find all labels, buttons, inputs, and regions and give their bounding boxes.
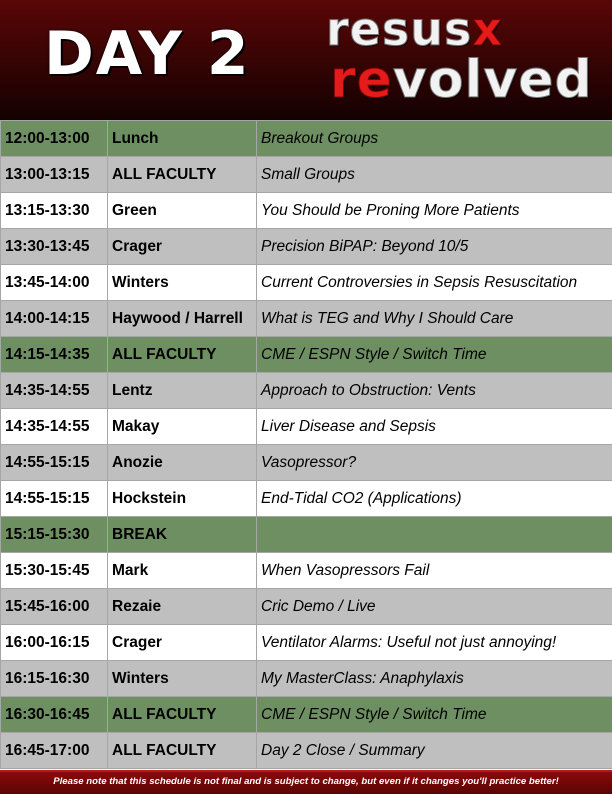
session-speaker: Rezaie	[108, 589, 257, 625]
schedule-row	[1, 589, 612, 625]
session-topic: When Vasopressors Fail	[257, 553, 612, 589]
session-time: 13:45-14:00	[1, 265, 108, 301]
session-speaker: ALL FACULTY	[108, 733, 257, 769]
session-topic: Ventilator Alarms: Useful not just annoying!	[257, 625, 612, 661]
schedule-row	[1, 373, 612, 409]
schedule-row	[1, 481, 612, 517]
session-topic: CME / ESPN Style / Switch Time	[257, 697, 612, 733]
schedule-row	[1, 337, 612, 373]
session-time: 15:30-15:45	[1, 553, 108, 589]
session-speaker: ALL FACULTY	[108, 697, 257, 733]
schedule-row	[1, 265, 612, 301]
session-speaker: BREAK	[108, 517, 257, 553]
session-time: 16:45-17:00	[1, 733, 108, 769]
session-speaker: Lentz	[108, 373, 257, 409]
logo-text-x: x	[472, 2, 503, 56]
day-title: DAY 2	[44, 24, 251, 84]
session-topic: Current Controversies in Sepsis Resuscitation	[257, 265, 612, 301]
schedule-row	[1, 301, 612, 337]
schedule-body	[1, 121, 612, 769]
session-time: 14:00-14:15	[1, 301, 108, 337]
schedule-row	[1, 157, 612, 193]
session-time: 14:35-14:55	[1, 373, 108, 409]
session-topic: CME / ESPN Style / Switch Time	[257, 337, 612, 373]
logo-line-2	[330, 54, 593, 106]
session-speaker: Haywood / Harrell	[108, 301, 257, 337]
logo-line-1	[326, 6, 503, 52]
schedule-row	[1, 661, 612, 697]
session-speaker: Hockstein	[108, 481, 257, 517]
schedule-row	[1, 733, 612, 769]
schedule-row	[1, 193, 612, 229]
session-time: 14:55-15:15	[1, 445, 108, 481]
session-time: 16:15-16:30	[1, 661, 108, 697]
session-time: 13:00-13:15	[1, 157, 108, 193]
session-time: 14:35-14:55	[1, 409, 108, 445]
session-topic: You Should be Proning More Patients	[257, 193, 612, 229]
session-speaker: Crager	[108, 625, 257, 661]
schedule-row	[1, 121, 612, 157]
session-topic: Approach to Obstruction: Vents	[257, 373, 612, 409]
logo-text-resus: resus	[326, 2, 472, 56]
session-speaker: ALL FACULTY	[108, 337, 257, 373]
resusx-revolved-logo	[326, 6, 596, 116]
session-speaker: Crager	[108, 229, 257, 265]
session-time: 16:30-16:45	[1, 697, 108, 733]
schedule-row	[1, 445, 612, 481]
schedule-row	[1, 625, 612, 661]
session-topic: End-Tidal CO2 (Applications)	[257, 481, 612, 517]
session-time: 16:00-16:15	[1, 625, 108, 661]
session-topic: Small Groups	[257, 157, 612, 193]
session-time: 13:15-13:30	[1, 193, 108, 229]
session-topic: Breakout Groups	[257, 121, 612, 157]
logo-text-volved: volved	[393, 50, 593, 110]
session-time: 15:15-15:30	[1, 517, 108, 553]
session-speaker: Green	[108, 193, 257, 229]
page-header	[0, 0, 612, 120]
schedule-table	[0, 120, 612, 769]
session-topic: Precision BiPAP: Beyond 10/5	[257, 229, 612, 265]
session-time: 13:30-13:45	[1, 229, 108, 265]
session-speaker: Mark	[108, 553, 257, 589]
session-topic	[257, 517, 612, 553]
schedule-row	[1, 517, 612, 553]
session-topic: Cric Demo / Live	[257, 589, 612, 625]
schedule-row	[1, 229, 612, 265]
session-topic: Vasopressor?	[257, 445, 612, 481]
footer-note: Please note that this schedule is not final and is subject to change, but even if it changes you'll practice better!	[53, 776, 559, 787]
schedule-row	[1, 697, 612, 733]
session-topic: My MasterClass: Anaphylaxis	[257, 661, 612, 697]
logo-text-re: re	[330, 50, 393, 110]
schedule-row	[1, 553, 612, 589]
session-time: 14:15-14:35	[1, 337, 108, 373]
session-speaker: Lunch	[108, 121, 257, 157]
session-time: 14:55-15:15	[1, 481, 108, 517]
session-topic: What is TEG and Why I Should Care	[257, 301, 612, 337]
session-topic: Day 2 Close / Summary	[257, 733, 612, 769]
session-speaker: Winters	[108, 661, 257, 697]
session-speaker: Makay	[108, 409, 257, 445]
schedule-row	[1, 409, 612, 445]
session-time: 12:00-13:00	[1, 121, 108, 157]
session-topic: Liver Disease and Sepsis	[257, 409, 612, 445]
session-speaker: Anozie	[108, 445, 257, 481]
session-speaker: ALL FACULTY	[108, 157, 257, 193]
session-speaker: Winters	[108, 265, 257, 301]
session-time: 15:45-16:00	[1, 589, 108, 625]
footer-disclaimer	[0, 770, 612, 794]
